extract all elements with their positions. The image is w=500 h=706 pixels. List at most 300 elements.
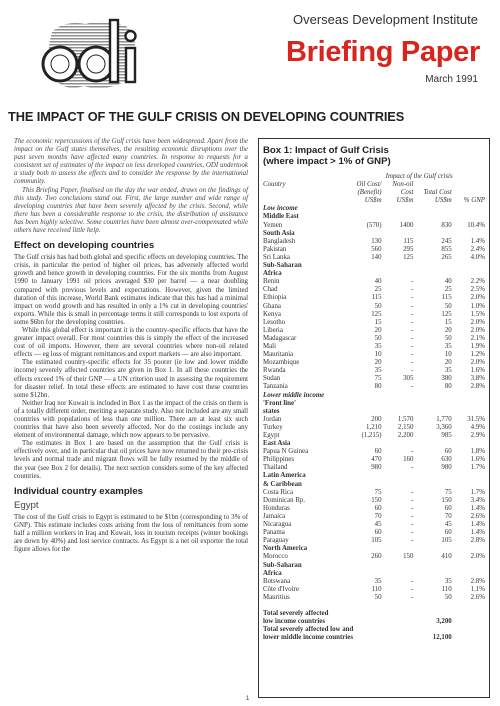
table-cell: [353, 392, 381, 400]
table-cell: Bangladesh: [263, 237, 296, 245]
table-cell: 35: [444, 342, 452, 350]
briefing-paper-title: Briefing Paper: [285, 36, 480, 68]
table-cell: [413, 570, 451, 578]
table-cell: -: [411, 593, 414, 601]
table-cell: [353, 205, 381, 213]
section-heading: Individual country examples: [14, 485, 144, 497]
table-cell: [452, 440, 485, 448]
table-cell: Sub-Saharan: [263, 561, 302, 569]
page-number: 1: [246, 696, 250, 702]
table-cell: -: [411, 334, 414, 342]
table-row: [263, 553, 485, 561]
table-cell: % GNP: [463, 197, 485, 205]
table-cell: Yemen: [263, 221, 283, 229]
table-cell: 1.2%: [470, 351, 485, 359]
intro: [14, 138, 248, 235]
table-cell: Africa: [263, 569, 282, 577]
region-label-row: [263, 408, 485, 416]
table-cell: 1.1%: [470, 585, 485, 593]
table-cell: 980: [441, 464, 452, 472]
table-cell: (570): [366, 221, 382, 229]
table-cell: 3,360: [436, 423, 452, 431]
table-cell: Africa: [263, 270, 282, 278]
table-cell: [353, 634, 381, 642]
table-cell: Total severely affected: [263, 610, 329, 618]
table-cell: 2.4%: [470, 245, 485, 253]
table-row: [263, 424, 485, 432]
table-cell: -: [411, 310, 414, 318]
header: [0, 0, 500, 100]
table-cell: [382, 626, 414, 634]
table-cell: [382, 230, 414, 238]
table-cell: [452, 262, 485, 270]
table-cell: [382, 610, 414, 618]
table-row: [263, 537, 485, 545]
table-cell: 4.9%: [470, 423, 485, 431]
table-cell: [452, 408, 485, 416]
table-cell: [382, 440, 414, 448]
table-cell: Ghana: [263, 302, 281, 310]
table-cell: [452, 610, 485, 618]
table-cell: [353, 562, 381, 570]
table-cell: -: [411, 351, 414, 359]
paragraph: Neither Iraq nor Kuwait is included in Box 1 as the impact of the crisis on them is of a totally different order, meriting a separate study. Also not included are any small countries with populations of less than one million. There are at least six such countries that have also been severely affected. Nor do the costings include any element of environmental damage, which now appears to be pervasive.: [14, 399, 249, 440]
table-cell: -: [411, 302, 414, 310]
table-cell: [382, 262, 414, 270]
table-cell: 2.0%: [470, 318, 485, 326]
odi-logo: [34, 14, 144, 94]
intro-paragraph: The economic repercussions of the Gulf crisis have been widespread. Apart from the impact on the Gulf states themselves, the resulting economic disruptions over the past seven months have affected many countries. In response to requests for a consistent set of estimates of the impact on less developed countries, ODI undertook a study both to assess the effects and to consider the response by the international community.: [14, 138, 248, 186]
paragraph: The estimates in Box 1 are based on the assumption that the Gulf crisis is effectively over, and in particular that oil prices have now returned to their pre-crisis levels and normal trade and migrant flows will be fully resumed by the middle of the year (see Box 2 for details). The next section considers some of the key affected countries.: [14, 440, 248, 480]
table-cell: [263, 189, 353, 197]
table-row: [263, 594, 485, 602]
table-cell: 855: [441, 245, 452, 253]
table-cell: 125: [441, 310, 452, 318]
region-label-row: [263, 213, 485, 221]
table-cell: [353, 618, 381, 626]
paragraph: The Gulf crisis has had both global and specific effects on developing countries. The crisis, in particular the period of higher oil prices, has adversely affected world growth and hence growth in developing countries. For the six months from August 1990 to January 1991 oil prices averaged $30 per barrel — a near doubling compared with previous levels and expectations. However, given the limited duration of this increase, World Bank estimates indicate that this has had a minimal impact on world growth and has resulted in only a 1% cut in developing countries' exports. While this is small in percentage terms it still corresponds to lost exports of some $6bn for the developing countries.: [14, 254, 248, 326]
table-cell: 75: [374, 488, 382, 496]
table-cell: -: [411, 529, 414, 537]
table-cell: Egypt: [263, 432, 280, 439]
table-cell: 2.0%: [470, 553, 485, 561]
table-cell: Sub-Saharan: [263, 262, 302, 270]
table-cell: 25: [444, 286, 452, 294]
table-cell: 380: [441, 375, 452, 383]
table-cell: [382, 392, 414, 400]
table-row: [263, 319, 485, 327]
table-cell: 1.4%: [470, 237, 485, 245]
institute-name: Overseas Development Institute: [293, 12, 478, 27]
table-cell: East Asia: [263, 440, 291, 448]
table-cell: 410: [441, 553, 452, 561]
table-cell: states: [263, 407, 280, 415]
table-row: [263, 489, 485, 497]
table-cell: 2,200: [397, 432, 414, 439]
table-cell: Lower middle income: [263, 391, 325, 399]
table-row: [263, 367, 485, 375]
table-cell: 2.0%: [470, 359, 485, 367]
table-cell: [413, 262, 451, 270]
table-cell: Total severely affected low and: [263, 626, 354, 634]
table-cell: 75: [374, 375, 382, 383]
box-title: [263, 145, 391, 167]
table-cell: 105: [371, 537, 382, 545]
table-cell: 2.6%: [470, 512, 485, 520]
table-cell: 20: [444, 326, 452, 334]
table-cell: [452, 545, 485, 553]
table-cell: 160: [403, 456, 414, 464]
table-cell: 10: [374, 351, 382, 359]
table-cell: [413, 213, 451, 221]
table-cell: [452, 602, 485, 610]
table-row: [263, 578, 485, 586]
table-cell: [452, 562, 485, 570]
table-cell: Tanzania: [263, 383, 288, 391]
table-row: [263, 303, 485, 311]
table-cell: [413, 270, 451, 278]
table-cell: Lesotho: [263, 318, 286, 326]
table-cell: [413, 408, 451, 416]
table-cell: [353, 610, 381, 618]
table-row: [263, 294, 485, 302]
table-cell: [263, 197, 353, 205]
table-cell: 2.8%: [470, 537, 485, 545]
table-header-row: [263, 189, 485, 197]
table-cell: 20: [374, 359, 382, 367]
table-cell: 1.0%: [470, 302, 485, 310]
table-cell: Mauritania: [263, 351, 294, 359]
table-cell: 10.4%: [467, 221, 485, 229]
region-label-row: [263, 472, 485, 480]
table-cell: 50: [374, 302, 382, 310]
column-group-header: Impact of the Gulf crisis: [385, 173, 453, 180]
paragraph: The cost of the Gulf crisis to Egypt is estimated to be $1bn (corresponding to 3% of GNP). This estimate includes costs arising from the loss of remittances from some half a million workers in Iraq and Kuwait, loss in tourism receipts (winter bookings are down by 40%) and lost service contracts. As Egypt is a net oil exporter the total figure allows for the: [14, 513, 248, 554]
table-cell: 1.4%: [470, 529, 485, 537]
table-cell: & Caribbean: [263, 480, 302, 488]
table-cell: Oil Cost/: [356, 181, 382, 189]
table-cell: [382, 270, 414, 278]
table-cell: Côte d'Ivoire: [263, 585, 299, 593]
table-cell: -: [411, 278, 414, 286]
box-1-table-panel: [258, 138, 490, 698]
table-cell: 50: [444, 593, 452, 601]
table-cell: 70: [374, 512, 382, 520]
table-cell: 1400: [399, 221, 414, 229]
table-row: [263, 497, 485, 505]
table-row: [263, 456, 485, 464]
table-cell: 'Front line': [263, 399, 296, 407]
table-cell: 2.0%: [470, 294, 485, 302]
table-row: [263, 359, 485, 367]
table-cell: 2.1%: [470, 334, 485, 342]
table-cell: [452, 205, 485, 213]
table-cell: 50: [444, 334, 452, 342]
table-row: [263, 311, 485, 319]
table-cell: 1.9%: [470, 342, 485, 350]
table-cell: 20: [444, 359, 452, 367]
table-cell: 60: [444, 448, 452, 456]
table-cell: 80: [444, 383, 452, 391]
region-label-row: [263, 262, 485, 270]
table-row: [263, 343, 485, 351]
table-cell: -: [411, 294, 414, 302]
table-cell: lower middle income countries: [263, 634, 354, 642]
table-cell: 1.6%: [470, 367, 485, 375]
table-cell: -: [411, 512, 414, 520]
table-cell: 1.7%: [470, 488, 485, 496]
table-cell: [413, 481, 451, 489]
table-cell: Kenya: [263, 310, 281, 318]
total-row: [263, 610, 485, 618]
table-cell: 35: [374, 577, 382, 585]
page-title: THE IMPACT OF THE GULF CRISIS ON DEVELOPING COUNTRIES: [8, 109, 405, 124]
table-cell: [452, 618, 485, 626]
table-cell: [382, 562, 414, 570]
table-cell: [382, 408, 414, 416]
table-cell: 1.6%: [470, 456, 485, 464]
table-row: [263, 222, 485, 230]
table-cell: 60: [444, 529, 452, 537]
table-cell: 40: [444, 278, 452, 286]
table-cell: 25: [374, 286, 382, 294]
table-cell: [353, 408, 381, 416]
table-header-row: [263, 197, 485, 205]
table-cell: -: [411, 521, 414, 529]
table-cell: [353, 626, 381, 634]
table-cell: 50: [444, 302, 452, 310]
table-cell: 265: [441, 253, 452, 261]
box-title-line: (where impact > 1% of GNP): [263, 156, 391, 167]
table-cell: [413, 440, 451, 448]
table-cell: 20: [374, 326, 382, 334]
region-label-row: [263, 562, 485, 570]
total-row: [263, 626, 485, 634]
table-cell: 31.5%: [467, 415, 485, 423]
region-label-row: [263, 270, 485, 278]
table-cell: 45: [444, 521, 452, 529]
paragraph: The estimated country-specific effects for 35 poorer (ie low and lower middle income) severely affected countries are given in Box 1. In all these countries the effects exceed 1% of their GNP — a UN criterion used in assessing the requirement for disaster relief. In total these effects are estimated to have cost these countries some $12bn.: [14, 359, 248, 399]
table-row: [263, 448, 485, 456]
table-cell: [353, 481, 381, 489]
table-cell: -: [411, 577, 414, 585]
region-label-row: [263, 230, 485, 238]
table-cell: Madagascar: [263, 334, 297, 342]
table-cell: [353, 545, 381, 553]
table-cell: 200: [371, 415, 382, 423]
table-row: [263, 383, 485, 391]
region-label-row: [263, 440, 485, 448]
table-cell: [413, 230, 451, 238]
table-cell: 245: [441, 237, 452, 245]
table-cell: 4.0%: [470, 253, 485, 261]
table-cell: South Asia: [263, 229, 295, 237]
table-cell: 295: [403, 245, 414, 253]
table-cell: [353, 602, 381, 610]
table-cell: Total Cost: [423, 189, 452, 197]
region-label-row: [263, 400, 485, 408]
table-cell: Botswana: [263, 577, 291, 585]
table-cell: [452, 634, 485, 642]
table-cell: 1.4%: [470, 504, 485, 512]
table-cell: 1.7%: [470, 464, 485, 472]
table-row: [263, 529, 485, 537]
table-cell: [382, 205, 414, 213]
table-cell: 110: [441, 585, 452, 593]
table-cell: -: [411, 488, 414, 496]
table-header-row: [263, 173, 485, 181]
paragraph: While this global effect is important it is the country-specific effects that have the greater impact overall. For most countries this is simply the effect of the increased cost of oil imports. However, there are several countries where non-oil related effects — eg loss of migrant remittances and export markets — are also important.: [14, 326, 248, 359]
table-cell: -: [411, 537, 414, 545]
table-cell: [353, 400, 381, 408]
table-cell: 1,210: [366, 423, 382, 431]
table-cell: Panama: [263, 529, 285, 537]
table-cell: Country: [263, 181, 286, 189]
table-cell: Non-oil: [392, 181, 414, 189]
table-cell: Dominican Rp.: [263, 496, 306, 504]
table-cell: [353, 270, 381, 278]
table-cell: -: [411, 448, 414, 456]
table-cell: 60: [374, 448, 382, 456]
table-cell: [413, 400, 451, 408]
intro-paragraph: This Briefing Paper, finalised on the day the war ended, draws on the findings of this study. Two conclusions stand out. First, the large number and wide range of developing countries that have been severely affected by the crisis. Second, while there has been a considerable response to the crisis, the distribution of assistance has been highly selective. Some countries have been almost over-compensated while others have received little help.: [14, 186, 248, 235]
table-row: [263, 416, 485, 424]
table-cell: Ethiopia: [263, 294, 287, 302]
table-cell: 35: [374, 342, 382, 350]
table-cell: 1,570: [397, 415, 414, 423]
table-cell: Benin: [263, 278, 280, 286]
table-row: [263, 335, 485, 343]
table-cell: Paraguay: [263, 537, 289, 545]
table-cell: Costa Rica: [263, 488, 294, 496]
table-cell: 125: [371, 310, 382, 318]
table-cell: -: [411, 504, 414, 512]
table-cell: 2.0%: [470, 326, 485, 334]
table-cell: [382, 570, 414, 578]
total-row: [263, 634, 485, 642]
table-cell: Jordan: [263, 415, 282, 423]
box-title-line: Box 1: Impact of Gulf Crisis: [263, 145, 389, 156]
table-cell: -: [411, 496, 414, 504]
table-cell: Low income: [263, 205, 298, 213]
table-cell: [263, 173, 353, 181]
table-cell: 2.9%: [470, 432, 485, 439]
table-cell: 130: [371, 237, 382, 245]
table-cell: 2.8%: [470, 383, 485, 391]
table-cell: 260: [371, 553, 382, 561]
table-cell: [353, 570, 381, 578]
table-cell: 115: [441, 294, 452, 302]
table-cell: [382, 634, 414, 642]
table-cell: [382, 400, 414, 408]
table-cell: 75: [444, 488, 452, 496]
table-cell: (1,215): [361, 432, 382, 439]
table-cell: 3,200: [436, 618, 452, 626]
table-cell: Morocco: [263, 553, 288, 561]
table-cell: Thailand: [263, 464, 288, 472]
table-cell: [452, 626, 485, 634]
table-cell: Liberia: [263, 326, 283, 334]
table-cell: 1,770: [436, 415, 452, 423]
table-cell: [382, 472, 414, 480]
table-cell: Papua N Guinea: [263, 448, 309, 456]
table-cell: -: [411, 326, 414, 334]
table-cell: -: [411, 359, 414, 367]
table-cell: [382, 618, 414, 626]
table-cell: (Benefit): [357, 189, 382, 197]
table-cell: 1.5%: [470, 310, 485, 318]
spacer-row: [263, 602, 485, 610]
table-cell: [413, 392, 451, 400]
table-cell: 560: [371, 245, 382, 253]
table-cell: Mali: [263, 342, 277, 350]
table-cell: 110: [371, 585, 382, 593]
table-cell: US$m: [396, 197, 414, 205]
table-row: [263, 246, 485, 254]
impact-table: [263, 173, 485, 642]
table-cell: Latin America: [263, 472, 306, 480]
table-cell: 830: [441, 221, 452, 229]
table-cell: [452, 472, 485, 480]
table-row: [263, 464, 485, 472]
table-cell: Rwanda: [263, 367, 286, 375]
table-cell: [353, 440, 381, 448]
table-cell: [382, 481, 414, 489]
table-cell: 980: [371, 464, 382, 472]
table-cell: 60: [374, 504, 382, 512]
table-cell: Jamaica: [263, 512, 286, 520]
publication-date: March 1991: [425, 74, 478, 85]
table-cell: 305: [403, 375, 414, 383]
table-cell: [353, 262, 381, 270]
table-cell: 15: [374, 318, 382, 326]
group-label-row: [263, 205, 485, 213]
table-cell: [452, 213, 485, 221]
table-row: [263, 521, 485, 529]
table-cell: [353, 472, 381, 480]
table-cell: [413, 562, 451, 570]
table-cell: US$m: [364, 197, 382, 205]
table-cell: Philippines: [263, 456, 295, 464]
table-cell: [382, 213, 414, 221]
table-cell: [452, 400, 485, 408]
table-cell: 150: [441, 496, 452, 504]
table-cell: Honduras: [263, 504, 290, 512]
table-cell: [452, 481, 485, 489]
table-cell: 150: [403, 553, 414, 561]
table-row: [263, 327, 485, 335]
table-row: [263, 432, 485, 440]
table-row: [263, 586, 485, 594]
total-row: [263, 618, 485, 626]
table-cell: -: [411, 383, 414, 391]
section-heading: Effect on developing countries: [14, 240, 155, 252]
table-row: [263, 351, 485, 359]
table-cell: 470: [371, 456, 382, 464]
table-cell: 2.5%: [470, 286, 485, 294]
table-cell: [382, 602, 414, 610]
table-cell: [452, 181, 485, 189]
table-cell: -: [411, 286, 414, 294]
region-label-row: [263, 481, 485, 489]
table-cell: 70: [444, 512, 452, 520]
region-label-row: [263, 545, 485, 553]
table-cell: Pakistan: [263, 245, 287, 253]
table-cell: 115: [403, 237, 414, 245]
table-cell: -: [411, 342, 414, 350]
table-cell: 1.4%: [470, 521, 485, 529]
table-cell: 10: [444, 351, 452, 359]
